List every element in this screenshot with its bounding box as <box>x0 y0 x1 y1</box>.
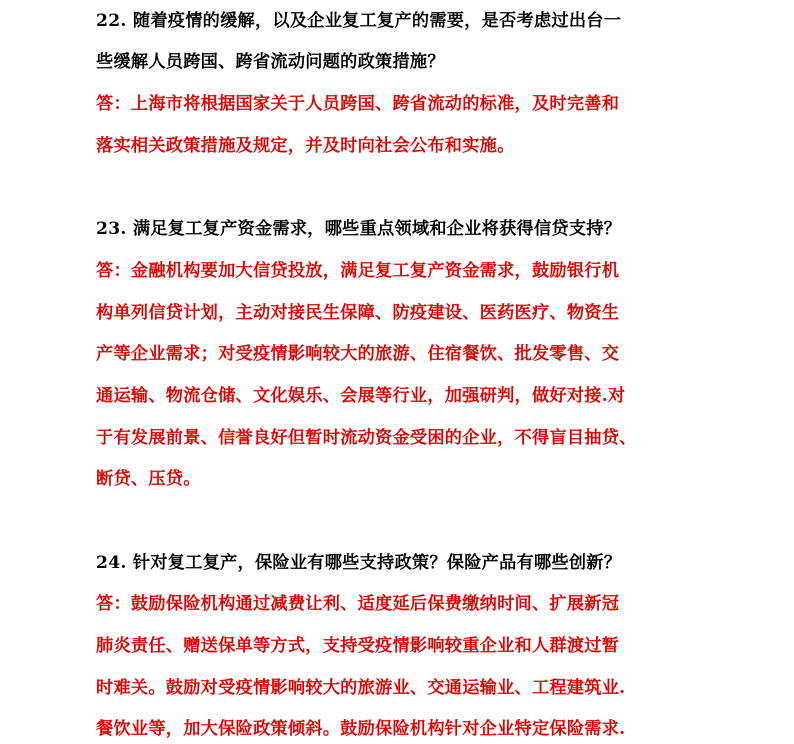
answer-22-line-1: 答：上海市将根据国家关于人员跨国、跨省流动的标准，及时完善和 <box>96 94 620 114</box>
answer-23-line-2: 构单列信贷计划，主动对接民生保障、防疫建设、医药医疗、物资生 <box>96 303 620 323</box>
answer-23-line-6: 断贷、压贷。 <box>96 469 201 489</box>
answer-23-line-5: 于有发展前景、信誉良好但暂时流动资金受困的企业，不得盲目抽贷、 <box>96 428 637 448</box>
answer-23-line-4: 通运输、物流仓储、文化娱乐、会展等行业，加强研判，做好对接.对 <box>96 386 626 406</box>
answer-23-line-1: 答：金融机构要加大信贷投放，满足复工复产资金需求，鼓励银行机 <box>96 261 620 281</box>
answer-24-line-2: 肺炎责任、赠送保单等方式，支持受疫情影响较重企业和人群渡过暂 <box>96 636 620 656</box>
question-22-line-1: 22. 随着疫情的缓解，以及企业复工复产的需要，是否考虑过出台一 <box>96 11 622 31</box>
answer-22-line-2: 落实相关政策措施及规定，并及时向社会公布和实施。 <box>96 136 515 156</box>
answer-23-line-3: 产等企业需求；对受疫情影响较大的旅游、住宿餐饮、批发零售、交 <box>96 344 620 364</box>
answer-24-line-1: 答：鼓励保险机构通过减费让利、适度延后保费缴纳时间、扩展新冠 <box>96 594 620 614</box>
answer-24-line-4: 餐饮业等，加大保险政策倾斜。鼓励保险机构针对企业特定保险需求. <box>96 719 626 739</box>
question-22-line-2: 些缓解人员跨国、跨省流动问题的政策措施？ <box>96 52 445 72</box>
question-23-line-1: 23. 满足复工复产资金需求，哪些重点领域和企业将获得信贷支持？ <box>96 219 622 239</box>
answer-24-line-3: 时难关。鼓励对受疫情影响较大的旅游业、交通运输业、工程建筑业. <box>96 678 626 698</box>
question-24-line-1: 24. 针对复工复产，保险业有哪些支持政策？保险产品有哪些创新？ <box>96 553 622 573</box>
